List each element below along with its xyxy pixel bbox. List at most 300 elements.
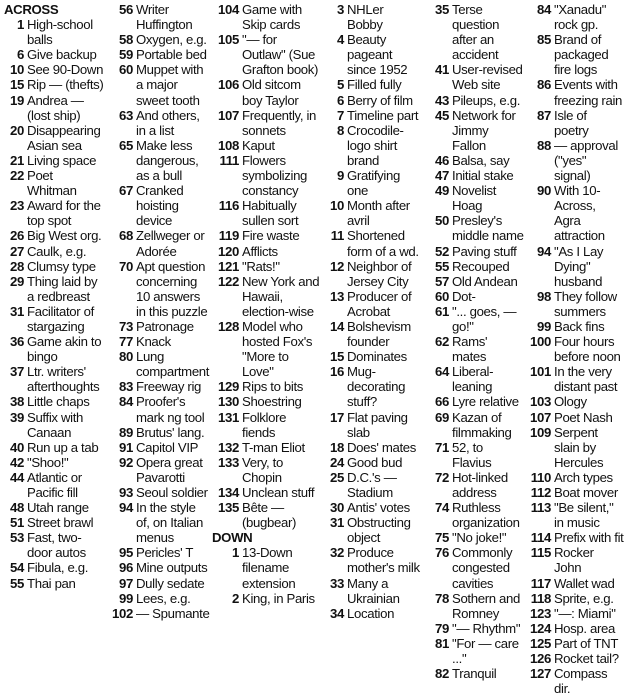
- clue-text: "— Rhythm": [452, 620, 521, 636]
- clue-number: 109: [530, 424, 551, 440]
- clue: [212, 274, 322, 319]
- clue: [424, 666, 524, 681]
- clue-number: 55: [435, 258, 449, 274]
- clue: [424, 93, 524, 108]
- clue: [4, 274, 104, 304]
- clue-number: 16: [330, 364, 344, 380]
- clue-number: 105: [218, 32, 239, 48]
- clue-number: 98: [537, 288, 551, 304]
- clue-number: 48: [10, 500, 24, 516]
- across-heading: ACROSS: [4, 2, 59, 17]
- clue-number: 99: [119, 590, 133, 606]
- clue-text: Street brawl: [27, 515, 94, 531]
- clue: [4, 62, 104, 77]
- clue: [108, 2, 210, 32]
- clue: [526, 108, 624, 138]
- clue-number: 9: [337, 168, 344, 184]
- clue-text: Gratifying one: [347, 168, 400, 199]
- clue: [108, 349, 210, 379]
- clue-number: 97: [119, 575, 133, 591]
- clue-number: 96: [119, 560, 133, 576]
- clue-text: User-revised Web site: [452, 62, 523, 93]
- clue-text: Isle of poetry: [554, 107, 589, 138]
- crossword-clues: [4, 2, 624, 696]
- clue-number: 111: [219, 152, 239, 168]
- clue-number: 107: [218, 107, 239, 123]
- clue-number: 72: [435, 469, 449, 485]
- clue-text: "—: Miami": [554, 605, 616, 621]
- clue-number: 89: [119, 424, 133, 440]
- clue-number: 37: [10, 364, 24, 380]
- clue-number: 132: [218, 439, 239, 455]
- clue-text: Game akin to bingo: [27, 334, 102, 365]
- clue-text: King, in Paris: [242, 590, 315, 606]
- clue-text: Tranquil: [452, 666, 497, 682]
- clue-number: 55: [10, 575, 24, 591]
- clue-column-4: [322, 2, 420, 621]
- clue-number: 103: [530, 394, 551, 410]
- clue-text: Award for the top spot: [27, 198, 101, 229]
- clue-text: Patronage: [136, 318, 194, 334]
- clue: [526, 606, 624, 621]
- clue: [526, 621, 624, 636]
- clue-number: 76: [435, 545, 449, 561]
- clue-number: 1: [232, 545, 239, 561]
- clue: [424, 153, 524, 168]
- clue: [212, 32, 322, 77]
- clue: [424, 410, 524, 440]
- clue-text: And others, in a list: [136, 107, 200, 138]
- clue-number: 34: [330, 605, 344, 621]
- clue-number: 133: [218, 454, 239, 470]
- clue-text: With 10-Across, Agra attraction: [554, 183, 605, 244]
- clue-text: NHLer Bobby: [347, 2, 384, 33]
- clue-text: Poet Nash: [554, 409, 613, 425]
- clue-text: Good bud: [347, 454, 403, 470]
- clue-text: "Shoo!": [27, 454, 69, 470]
- clue: [212, 591, 322, 606]
- clue-text: Location: [347, 605, 395, 621]
- clue-text: Clumsy type: [27, 258, 96, 274]
- clue-text: Frequently, in sonnets: [242, 107, 317, 138]
- clue: [424, 530, 524, 545]
- clue: [108, 425, 210, 440]
- clue-text: Disappearing Asian sea: [27, 122, 101, 153]
- clue-number: 94: [537, 243, 551, 259]
- clue-text: Flat paving slab: [347, 409, 408, 440]
- clue-number: 134: [218, 485, 239, 500]
- clue-number: 108: [218, 137, 239, 153]
- clue-number: 131: [218, 409, 239, 425]
- clue: [424, 108, 524, 153]
- clue-column-6: [526, 2, 624, 696]
- clue-number: 84: [537, 2, 551, 17]
- clue-number: 125: [530, 635, 551, 651]
- clue: [526, 319, 624, 334]
- clue-text: Produce mother's milk: [347, 545, 420, 576]
- clue-text: — approval ("yes" signal): [554, 137, 618, 184]
- clue-text: Shoestring: [242, 394, 302, 410]
- clue: [322, 410, 420, 440]
- clue-number: 49: [435, 183, 449, 199]
- clue-number: 58: [119, 32, 133, 48]
- clue-number: 104: [218, 2, 239, 17]
- clue: [4, 515, 104, 530]
- clue: [322, 319, 420, 349]
- clue: [108, 47, 210, 62]
- clue-number: 115: [530, 545, 551, 561]
- clue-number: 88: [537, 137, 551, 153]
- clue-text: Thai pan: [27, 575, 76, 591]
- clue: [322, 32, 420, 77]
- clue: [322, 289, 420, 319]
- clue: [424, 364, 524, 394]
- clue: [322, 349, 420, 364]
- clue: [4, 334, 104, 364]
- clue-number: 85: [537, 32, 551, 48]
- clue-text: Antis' votes: [347, 500, 410, 516]
- clue: [526, 470, 624, 485]
- clue-text: Lees, e.g.: [136, 590, 191, 606]
- clue-number: 87: [537, 107, 551, 123]
- clue: [212, 455, 322, 485]
- clue-number: 101: [530, 364, 551, 380]
- clue: [108, 319, 210, 334]
- clue-text: "For — care ...": [452, 635, 519, 667]
- clue-number: 86: [537, 77, 551, 93]
- clue-text: Ltr. writers' afterthoughts: [27, 364, 100, 395]
- clue-number: 30: [330, 500, 344, 516]
- clue-text: See 90-Down: [27, 62, 104, 78]
- clue-number: 47: [435, 168, 449, 184]
- clue: [424, 636, 524, 666]
- clue-text: Timeline part: [347, 107, 419, 123]
- clue: [322, 168, 420, 198]
- clue-text: Game with Skip cards: [242, 2, 302, 33]
- clue-text: Sothern and Romney: [452, 590, 521, 621]
- clue-column-5: [424, 2, 524, 682]
- clue-text: Balsa, say: [452, 152, 510, 168]
- clue: [526, 485, 624, 500]
- clue: [424, 289, 524, 304]
- clue-number: 92: [119, 454, 133, 470]
- clue-text: Unclean stuff: [242, 485, 315, 500]
- clue-text: Boat mover: [554, 485, 618, 500]
- clue-number: 7: [337, 107, 344, 123]
- clue: [212, 410, 322, 440]
- clue-text: Recouped: [452, 258, 510, 274]
- clue-text: D.C.'s — Stadium: [347, 469, 397, 500]
- clue-text: Paving stuff: [452, 243, 517, 259]
- clue: [108, 591, 210, 606]
- clue-text: Producer of Acrobat: [347, 288, 412, 319]
- clue-text: Suffix with Canaan: [27, 409, 84, 440]
- clue: [526, 289, 624, 319]
- clue-number: 54: [10, 560, 24, 576]
- clue: [4, 198, 104, 228]
- clue-number: 63: [119, 107, 133, 123]
- clue-text: — Spumante: [136, 605, 210, 621]
- clue-number: 41: [435, 62, 449, 78]
- clue-text: Old Andean: [452, 273, 518, 289]
- clue: [526, 77, 624, 107]
- clue-number: 112: [530, 485, 551, 500]
- clue-number: 71: [435, 439, 449, 455]
- clue: [108, 500, 210, 545]
- clue-number: 56: [119, 2, 133, 17]
- clue-number: 17: [330, 409, 344, 425]
- clue-number: 5: [337, 77, 344, 93]
- clue-text: Ology: [554, 394, 587, 410]
- clue-number: 110: [530, 469, 551, 485]
- clue: [322, 440, 420, 455]
- clue-number: 35: [435, 2, 449, 17]
- clue-number: 75: [435, 530, 449, 546]
- clue-text: Back fins: [554, 318, 605, 334]
- clue: [526, 530, 624, 545]
- clue-number: 69: [435, 409, 449, 425]
- clue-number: 43: [435, 92, 449, 108]
- clue: [4, 17, 104, 47]
- clue-column-1: [4, 2, 104, 600]
- clue-number: 84: [119, 394, 133, 410]
- clue: [424, 168, 524, 183]
- clue-text: Little chaps: [27, 394, 90, 410]
- clue: [108, 606, 210, 621]
- clue: [322, 108, 420, 123]
- clue-number: 121: [218, 258, 239, 274]
- clue: [212, 77, 322, 107]
- clue: [322, 470, 420, 500]
- clue-text: Arch types: [554, 469, 613, 485]
- clue-number: 21: [10, 152, 24, 168]
- clue-number: 128: [218, 318, 239, 334]
- clue-number: 99: [537, 318, 551, 334]
- clue-number: 114: [530, 530, 551, 546]
- clue: [4, 440, 104, 455]
- clue-number: 10: [330, 198, 344, 214]
- clue: [108, 228, 210, 258]
- clue-text: New York and Hawaii, election-wise: [242, 273, 320, 319]
- clue-number: 67: [119, 183, 133, 199]
- clue-number: 20: [10, 122, 24, 138]
- clue-number: 90: [537, 183, 551, 199]
- clue-number: 78: [435, 590, 449, 606]
- clue-text: Rocker John: [554, 545, 594, 576]
- clue-number: 60: [435, 288, 449, 304]
- clue-number: 12: [330, 258, 344, 274]
- clue-text: Make less dangerous, as a bull: [136, 137, 199, 184]
- clue-text: Andrea — (lost ship): [27, 92, 84, 123]
- clue: [424, 183, 524, 213]
- clue-text: Big West org.: [27, 228, 102, 244]
- clue-text: 52, to Flavius: [452, 439, 492, 470]
- clue-number: 124: [530, 620, 551, 636]
- clue-number: 82: [435, 666, 449, 682]
- clue-number: 70: [119, 258, 133, 274]
- clue-number: 83: [119, 379, 133, 395]
- clue-number: 2: [232, 590, 239, 606]
- clue-text: Crocodile-logo shirt brand: [347, 122, 404, 168]
- clue: [212, 319, 322, 379]
- clue-text: Folklore fiends: [242, 409, 287, 440]
- clue-number: 53: [10, 530, 24, 546]
- clue-text: Dominates: [347, 349, 407, 365]
- clue: [322, 198, 420, 228]
- clue-number: 11: [330, 228, 344, 244]
- clue-text: Living space: [27, 152, 97, 168]
- clue: [212, 198, 322, 228]
- clue: [526, 138, 624, 183]
- clue: [212, 108, 322, 138]
- clue: [4, 394, 104, 409]
- clue: [4, 244, 104, 259]
- clue-number: 26: [10, 228, 24, 244]
- clue-text: Month after avril: [347, 198, 410, 229]
- clue: [526, 636, 624, 651]
- clue-number: 95: [119, 545, 133, 561]
- clue: [322, 123, 420, 168]
- clue: [526, 545, 624, 575]
- clue-text: Afflicts: [242, 243, 278, 259]
- clue-number: 123: [530, 605, 551, 621]
- clue-text: Zellweger or Adorée: [136, 228, 205, 259]
- clue-text: Utah range: [27, 500, 89, 516]
- clue-text: Fast, two-door autos: [27, 530, 86, 561]
- clue-number: 130: [218, 394, 239, 410]
- clue-number: 46: [435, 152, 449, 168]
- clue: [424, 334, 524, 364]
- clue: [322, 576, 420, 606]
- clue-text: Obstructing object: [347, 515, 411, 546]
- clue: [322, 500, 420, 515]
- clue: [212, 485, 322, 500]
- clue-text: They follow summers: [554, 288, 617, 319]
- clue-text: Does' mates: [347, 439, 417, 455]
- clue-text: Shortened form of a wd.: [347, 228, 419, 259]
- clue: [4, 77, 104, 92]
- clue-text: Cranked hoisting device: [136, 183, 184, 229]
- clue: [108, 379, 210, 394]
- clue-number: 81: [435, 635, 449, 651]
- clue-text: Freeway rig: [136, 379, 202, 395]
- clue: [212, 500, 322, 530]
- clue-number: 38: [10, 394, 24, 410]
- clue-text: Proofer's mark ng tool: [136, 394, 205, 425]
- clue-number: 19: [10, 92, 24, 108]
- clue-text: Bête — (bugbear): [242, 500, 297, 531]
- clue: [322, 545, 420, 575]
- clue-text: "No joke!": [452, 530, 507, 546]
- clue-number: 27: [10, 243, 24, 259]
- clue-text: Lung compartment: [136, 349, 210, 380]
- clue-number: 61: [435, 303, 449, 319]
- clue-text: Run up a tab: [27, 439, 99, 455]
- clue-text: Compass dir.: [554, 666, 608, 696]
- clue-text: Model who hosted Fox's "More to Love": [242, 318, 313, 380]
- clue-text: Portable bed: [136, 47, 207, 63]
- clue-text: Sprite, e.g.: [554, 590, 614, 606]
- clue-number: 8: [337, 122, 344, 138]
- clue-text: Habitually sullen sort: [242, 198, 299, 229]
- clue: [4, 153, 104, 168]
- clue: [4, 259, 104, 274]
- clue: [4, 560, 104, 575]
- clue: [424, 62, 524, 92]
- clue-number: 118: [530, 590, 551, 606]
- clue-text: Wallet wad: [554, 575, 615, 591]
- clue: [212, 2, 322, 32]
- clue-number: 6: [337, 92, 344, 108]
- clue: [4, 47, 104, 62]
- clue-text: Caulk, e.g.: [27, 243, 87, 259]
- clue-number: 36: [10, 334, 24, 350]
- clue-number: 28: [10, 258, 24, 274]
- clue-number: 25: [330, 469, 344, 485]
- clue-number: 22: [10, 168, 24, 184]
- clue-number: 18: [330, 439, 344, 455]
- clue-number: 3: [337, 2, 344, 17]
- clue-number: 13: [330, 288, 344, 304]
- clue-text: Rocket tail?: [554, 651, 619, 667]
- clue: [212, 259, 322, 274]
- clue-number: 129: [218, 379, 239, 395]
- down-heading: DOWN: [212, 530, 253, 546]
- clue: [108, 32, 210, 47]
- clue: [322, 455, 420, 470]
- clue-text: Rams' mates: [452, 334, 488, 365]
- clue-number: 32: [330, 545, 344, 561]
- clue: [4, 304, 104, 334]
- clue-number: 42: [10, 454, 24, 470]
- clue: [526, 2, 624, 32]
- clue-text: Liberal-leaning: [452, 364, 494, 395]
- clue-text: "— for Outlaw" (Sue Grafton book): [242, 32, 319, 78]
- clue: [4, 470, 104, 500]
- clue-number: 127: [530, 666, 551, 682]
- clue-text: Mug-decorating stuff?: [347, 364, 406, 410]
- clue-text: Very, to Chopin: [242, 454, 283, 485]
- clue-text: Facilitator of stargazing: [27, 303, 94, 334]
- clue-text: Mine outputs: [136, 560, 208, 576]
- clue-number: 44: [10, 469, 24, 485]
- clue: [526, 651, 624, 666]
- clue-number: 64: [435, 364, 449, 380]
- clue-text: Writer Huffington: [136, 2, 193, 33]
- clue-text: High-school balls: [27, 17, 93, 48]
- clue-text: Pericles' T: [136, 545, 194, 561]
- clue-number: 31: [330, 515, 344, 531]
- clue-text: Part of TNT: [554, 635, 619, 651]
- clue-number: 59: [119, 47, 133, 63]
- clue-text: "... goes, — go!": [452, 303, 517, 334]
- clue-text: Pileups, e.g.: [452, 92, 521, 108]
- clue-text: Poet Whitman: [27, 168, 77, 199]
- clue-number: 107: [530, 409, 551, 425]
- clue: [322, 606, 420, 621]
- clue-text: Hot-linked address: [452, 469, 508, 500]
- clue-number: 122: [218, 273, 239, 289]
- clue-text: In the style of, on Italian menus: [136, 500, 203, 546]
- clue-text: Serpent slain by Hercules: [554, 424, 604, 470]
- clue: [526, 32, 624, 77]
- clue-text: Ruthless organization: [452, 500, 520, 531]
- clue-number: 106: [218, 77, 239, 93]
- clue-number: 135: [218, 500, 239, 516]
- clue-number: 45: [435, 107, 449, 123]
- clue-number: 57: [435, 273, 449, 289]
- clue-text: Old sitcom boy Taylor: [242, 77, 301, 108]
